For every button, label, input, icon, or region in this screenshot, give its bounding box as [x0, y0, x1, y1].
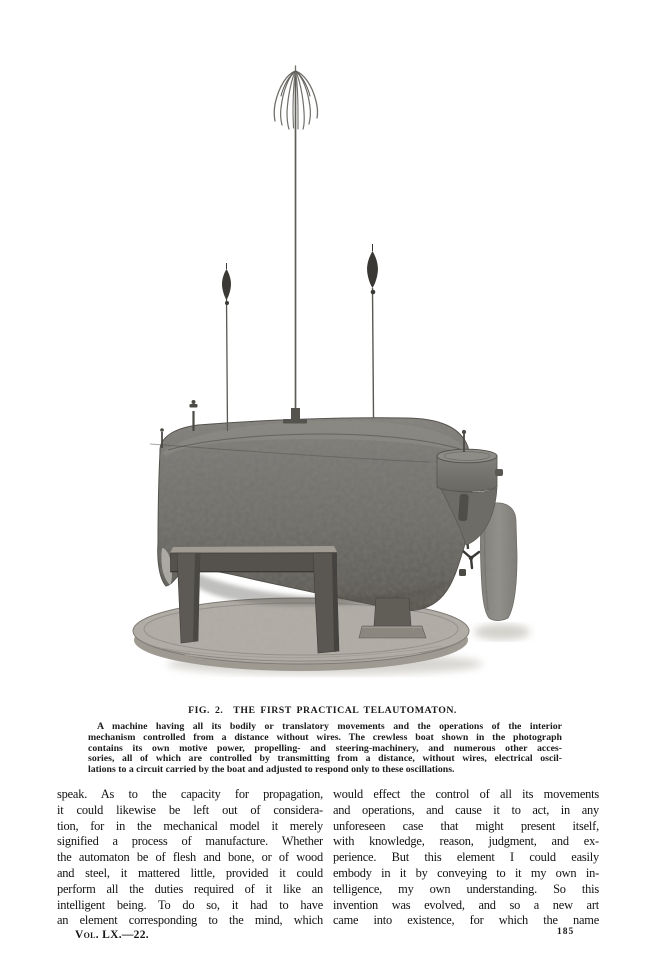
caption-line: A machine having all its bodily or translatory movements and the operations of the interior — [97, 722, 562, 732]
caption-line: mechanism controlled from a distance without wires. The crewless boat shown in the photograph — [88, 732, 562, 743]
body-text-line: invention was evolved, and so a new art — [333, 897, 599, 912]
figure-caption-label: FIG. 2. — [188, 705, 224, 716]
figure-caption-title: THE FIRST PRACTICAL TELAUTOMATON. — [233, 705, 457, 716]
figure-caption — [0, 705, 645, 716]
body-right-column — [333, 787, 599, 929]
starboard-antenna — [367, 244, 378, 418]
caption-line: sories, all of which are controlled by transmitting from a distance, without wires, electrical oscil- — [88, 754, 562, 765]
page-number: 185 — [557, 927, 575, 937]
stern-drum — [437, 449, 503, 491]
caption-line: lations to a circuit carried by the boat and adjusted to respond only to these oscillations. — [88, 765, 455, 776]
body-text-line: and operations, and cause it to act, in any — [333, 802, 599, 817]
body-text-line: embody in it by conveying to it my own in- — [333, 865, 599, 880]
body-text-line: intelligent being. To do so, it had to have — [57, 897, 323, 912]
body-text-line: came into existence, for which the name — [333, 913, 599, 928]
drum-nub — [495, 469, 503, 476]
body-text-line: speak. As to the capacity for propagation, — [57, 787, 323, 801]
body-text-line: perform all the duties required of it like an — [57, 881, 323, 896]
body-text-line: unforeseen case that might present itself, — [333, 818, 599, 833]
figure-caption-paragraph — [88, 722, 562, 776]
body-text-line: an element corresponding to the mind, which — [57, 913, 323, 928]
body-text-line: would effect the control of all its movements — [333, 787, 599, 801]
body-text-line: and steel, it mattered little, provided it could — [57, 865, 323, 880]
volume-signature: Vol. LX.—22. — [75, 929, 149, 941]
propeller — [463, 551, 479, 568]
body-text-line: signified a process of manufacture. Whether — [57, 834, 323, 849]
body-left-column — [57, 787, 323, 929]
body-text-line: tion, for in the mechanical model it merely — [57, 818, 323, 833]
body-text-line: perience. But this element I could easily — [333, 850, 599, 865]
body-text-line: the automaton be of flesh and bone, or of wood — [57, 850, 323, 865]
body-text-line: telligence, my own understanding. So this — [333, 881, 599, 896]
body-text-line: with knowledge, reason, judgment, and ex- — [333, 834, 599, 849]
caption-line: contains its own motive power, propelling- and steering-machinery, and numerous other acces- — [88, 743, 562, 754]
port-antenna — [222, 263, 231, 431]
body-text-line: it could likewise be left out of considera- — [57, 802, 323, 817]
